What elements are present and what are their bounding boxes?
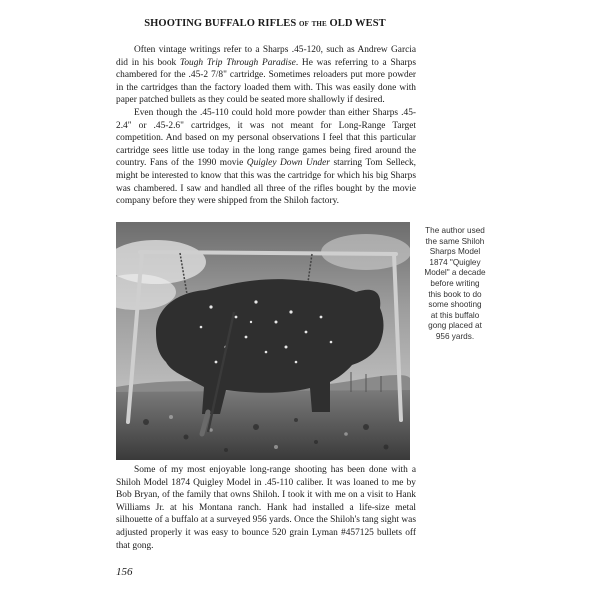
paragraph-3: Some of my most enjoyable long-range shooting has been done with a Shiloh Model 1874 Quigley Model in .45-110 caliber. It was loaned to me by Bob Bryan, of the family that owns Shiloh. I took it with me on a visit to Hank Williams Jr. at his Montana ranch. Hank had installed a life-size metal silhouette of a buffalo at a surveyed 956 yards. Once the Shiloh's tang sight was adjusted properly it was easy to bounce 520 grain Lyman #457125 bullets off that gong. bbox=[116, 465, 416, 551]
running-header: SHOOTING BUFFALO RIFLES of the OLD WEST bbox=[144, 18, 386, 29]
body-text-bottom bbox=[116, 464, 416, 552]
buffalo-gong-photo bbox=[116, 222, 410, 460]
movie-title: Quigley Down Under bbox=[246, 158, 330, 169]
book-title: Tough Trip Through Paradise bbox=[180, 57, 296, 68]
paragraph-1: Often vintage writings refer to a Sharps .45-120, such as Andrew Garcia did in his book Tough Trip Through Paradise. He was referring to a Sharps chambered for the .45-2 7/8" cartridge. Sometimes reloaders put more powder in the cartridges than the factory loaded them with. This was easily done with paper patched bullets as they could be seated more shallowly if desired. bbox=[116, 45, 416, 106]
page-number: 156 bbox=[116, 566, 133, 578]
paragraph-2: Even though the .45-110 could hold more powder than either Sharps .45-2.4" or .45-2.6" cartridges, it was not meant for Long-Range Target competition. And based on my personal observations I feel that this particular cartridge sees little use today in the long range games being fired around the country. Fans of the 1990 movie Quigley Down Under starring Tom Selleck, might be interested to know that this was the cartridge for which his big Sharps was chambered. I saw and handled all three of the rifles bought by the movie company before they were shipped from the Shiloh factory. bbox=[116, 107, 417, 207]
body-text-top bbox=[116, 44, 416, 208]
photo-caption: The author used the same Shiloh Sharps Model 1874 "Quigley Model" a decade before writing this book to do some shooting at this buffalo gong placed at 956 yards. bbox=[424, 226, 486, 341]
